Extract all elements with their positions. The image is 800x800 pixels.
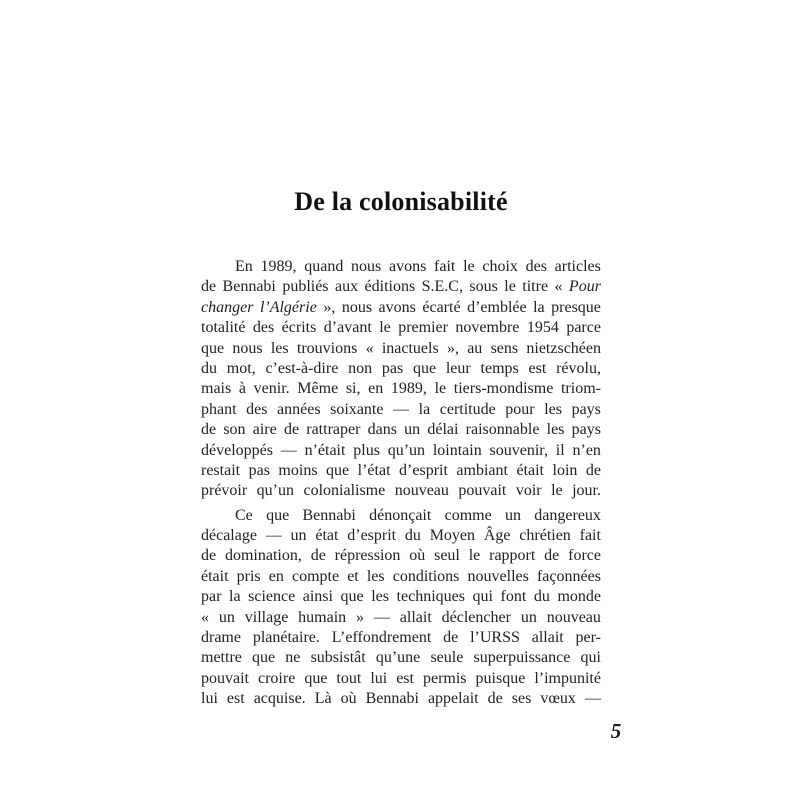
word: lui bbox=[370, 669, 388, 687]
word: que bbox=[201, 339, 225, 357]
text-line bbox=[201, 526, 601, 546]
word: ainsi bbox=[302, 588, 333, 606]
word: écrits bbox=[281, 319, 317, 337]
word: c’est-à-dire bbox=[265, 359, 339, 377]
word: nous bbox=[341, 298, 373, 316]
word: allait bbox=[399, 608, 432, 626]
word: temps bbox=[480, 359, 519, 377]
word: — bbox=[265, 527, 282, 545]
word: est bbox=[396, 669, 414, 687]
word: Bennabi bbox=[302, 506, 356, 524]
word: le bbox=[504, 278, 516, 296]
word: moins bbox=[278, 461, 318, 479]
word: totalité bbox=[201, 319, 246, 337]
word: — bbox=[280, 441, 297, 459]
word: de bbox=[443, 629, 459, 647]
word: n’en bbox=[572, 441, 601, 459]
word: rattraper bbox=[306, 421, 361, 439]
word: d’esprit bbox=[399, 461, 448, 479]
word: rapport bbox=[489, 547, 536, 565]
word: inactuels bbox=[381, 339, 439, 357]
text-line bbox=[201, 648, 601, 668]
word: allait bbox=[531, 629, 564, 647]
word: seule bbox=[430, 649, 464, 667]
word: tiers-mondisme bbox=[453, 380, 554, 398]
word: « bbox=[554, 278, 563, 296]
word: choix bbox=[482, 258, 518, 275]
word: superpuissance bbox=[473, 649, 571, 667]
word: tout bbox=[336, 669, 362, 687]
word: la bbox=[229, 588, 241, 606]
word: lointain bbox=[432, 441, 482, 459]
word: pour bbox=[505, 400, 535, 418]
word: « bbox=[365, 339, 374, 357]
word: », bbox=[323, 298, 336, 316]
word: pris bbox=[236, 567, 261, 585]
word: de bbox=[310, 547, 326, 565]
body-text bbox=[201, 257, 601, 710]
word: les bbox=[270, 339, 289, 357]
word: pouvait bbox=[458, 482, 507, 500]
word: à bbox=[238, 380, 246, 398]
word: S.E.C, bbox=[421, 278, 463, 296]
word: nietzschéen bbox=[526, 339, 601, 357]
text-line bbox=[201, 587, 601, 607]
word: chrétien bbox=[519, 527, 571, 545]
word: aux bbox=[334, 278, 359, 296]
word: que bbox=[304, 669, 328, 687]
page-number: 5 bbox=[610, 719, 622, 743]
word: ne bbox=[285, 649, 301, 667]
word: « bbox=[201, 608, 209, 626]
word: dans bbox=[367, 421, 397, 439]
text-line bbox=[201, 339, 601, 359]
word: ses bbox=[511, 690, 532, 708]
word: — bbox=[373, 608, 390, 626]
word: raisonnable bbox=[465, 421, 540, 439]
word: et bbox=[347, 567, 359, 585]
word: certitude bbox=[439, 400, 496, 418]
word: des bbox=[246, 400, 268, 418]
word: un bbox=[404, 421, 421, 439]
italic-word: l’Algérie bbox=[259, 298, 317, 316]
word: l’impunité bbox=[534, 669, 601, 687]
word: premier bbox=[398, 319, 448, 337]
word: pays bbox=[571, 400, 601, 418]
paragraph bbox=[201, 506, 601, 710]
word: mais bbox=[201, 380, 232, 398]
word: décalage bbox=[201, 527, 257, 545]
word: au bbox=[467, 339, 483, 357]
word: avons bbox=[389, 258, 427, 275]
word: planétaire. bbox=[252, 629, 320, 647]
word: de bbox=[201, 547, 217, 565]
word: révolu, bbox=[556, 359, 601, 377]
word: de bbox=[201, 421, 217, 439]
word: — bbox=[393, 400, 410, 418]
word: Ce bbox=[235, 506, 253, 524]
word: — bbox=[584, 690, 601, 708]
word: par bbox=[201, 588, 222, 606]
word: presque bbox=[551, 298, 601, 316]
word: était bbox=[516, 461, 544, 479]
word: novembre bbox=[455, 319, 520, 337]
word: l’état bbox=[357, 461, 391, 479]
italic-word: changer bbox=[201, 298, 254, 316]
word: d’avant bbox=[323, 319, 372, 337]
word: nous bbox=[351, 258, 382, 275]
word: que bbox=[326, 461, 350, 479]
word: façonnées bbox=[536, 567, 601, 585]
text-line bbox=[201, 506, 601, 526]
text-line bbox=[201, 420, 601, 440]
word: dénonçait bbox=[369, 506, 432, 524]
text-line bbox=[201, 359, 601, 379]
word: des bbox=[252, 319, 275, 337]
word: du bbox=[533, 588, 550, 606]
word: prévoir bbox=[201, 482, 248, 500]
word: pouvait bbox=[201, 669, 249, 687]
word: son bbox=[223, 421, 246, 439]
word: est bbox=[226, 690, 245, 708]
word: venir. bbox=[253, 380, 290, 398]
word: lui bbox=[201, 690, 218, 708]
chapter-title: De la colonisabilité bbox=[294, 187, 508, 216]
word: était bbox=[201, 567, 229, 585]
word: loin bbox=[552, 461, 578, 479]
text-line bbox=[201, 277, 601, 297]
word: que bbox=[266, 506, 290, 524]
word: triom- bbox=[560, 380, 601, 398]
word: mettre bbox=[201, 649, 242, 667]
word: seul bbox=[434, 547, 460, 565]
word: le bbox=[468, 547, 481, 565]
word: le bbox=[434, 380, 447, 398]
word: souvenir, bbox=[489, 441, 548, 459]
word: per- bbox=[575, 629, 601, 647]
word: état bbox=[315, 527, 339, 545]
word: monde bbox=[557, 588, 601, 606]
word: leur bbox=[445, 359, 471, 377]
text-line bbox=[201, 669, 601, 689]
word: font bbox=[500, 588, 527, 606]
word: en bbox=[368, 380, 384, 398]
word: un bbox=[520, 608, 537, 626]
word: nous bbox=[232, 339, 263, 357]
word: domination, bbox=[224, 547, 302, 565]
text-line bbox=[201, 318, 601, 338]
word: restait bbox=[201, 461, 241, 479]
word: de bbox=[283, 421, 300, 439]
word: publiés bbox=[282, 278, 329, 296]
word: force bbox=[568, 547, 601, 565]
word: fait bbox=[579, 527, 601, 545]
word: aire bbox=[252, 421, 277, 439]
word: vœux bbox=[540, 690, 576, 708]
text-line bbox=[201, 689, 601, 709]
word: qu’un bbox=[256, 482, 294, 500]
word: pays bbox=[571, 421, 601, 439]
word: sous bbox=[469, 278, 498, 296]
word: L’effondrement bbox=[331, 629, 432, 647]
word: mot, bbox=[226, 359, 256, 377]
word: que bbox=[412, 359, 437, 377]
word: ambiant bbox=[456, 461, 508, 479]
text-line bbox=[201, 546, 601, 566]
word: nouveau bbox=[546, 608, 601, 626]
word: 1954 bbox=[526, 319, 559, 337]
word: développés bbox=[201, 441, 273, 459]
word: compte bbox=[291, 567, 340, 585]
word: éditions bbox=[364, 278, 416, 296]
word: articles bbox=[554, 258, 601, 275]
word: est bbox=[528, 359, 547, 377]
text-line bbox=[201, 379, 601, 399]
word: croire bbox=[258, 669, 296, 687]
word: pas bbox=[248, 461, 270, 479]
italic-word: Pour bbox=[568, 278, 601, 296]
word: quand bbox=[304, 258, 344, 275]
word: d’esprit bbox=[347, 527, 397, 545]
word: le bbox=[463, 258, 475, 275]
word: qui bbox=[580, 649, 601, 667]
word: pas bbox=[381, 359, 404, 377]
word: de bbox=[201, 278, 217, 296]
word: délai bbox=[427, 421, 459, 439]
word: soixante bbox=[330, 400, 384, 418]
word: du bbox=[404, 527, 421, 545]
word: 1989, bbox=[260, 258, 297, 275]
word: un bbox=[505, 506, 521, 524]
word: si, bbox=[345, 380, 361, 398]
text-line bbox=[201, 608, 601, 628]
word: du bbox=[201, 359, 217, 377]
word: de bbox=[544, 547, 560, 565]
word: répression bbox=[334, 547, 401, 565]
word: appelait bbox=[427, 690, 479, 708]
word: le bbox=[379, 319, 391, 337]
word: » bbox=[356, 608, 365, 626]
word: Bennabi bbox=[365, 690, 419, 708]
word: non bbox=[348, 359, 373, 377]
word: déclencher bbox=[441, 608, 511, 626]
word: colonialisme bbox=[303, 482, 386, 500]
word: des bbox=[525, 258, 547, 275]
word: les bbox=[546, 421, 565, 439]
word: les bbox=[544, 400, 562, 418]
word: un bbox=[218, 608, 235, 626]
word: acquise. bbox=[253, 690, 306, 708]
word: avons bbox=[378, 298, 416, 316]
word: les bbox=[371, 588, 389, 606]
word: trouvions bbox=[296, 339, 358, 357]
paragraph bbox=[201, 257, 601, 502]
word: phant bbox=[201, 400, 237, 418]
word: la bbox=[418, 400, 431, 418]
text-line bbox=[201, 257, 601, 277]
word: voir bbox=[515, 482, 542, 500]
word: dangereux bbox=[534, 506, 601, 524]
word: village bbox=[244, 608, 289, 626]
word: de bbox=[487, 690, 503, 708]
word: titre bbox=[522, 278, 549, 296]
word: qu’un bbox=[387, 441, 426, 459]
word: puisque bbox=[475, 669, 526, 687]
word: en bbox=[268, 567, 284, 585]
word: de bbox=[585, 461, 601, 479]
word: la bbox=[533, 298, 545, 316]
word: science bbox=[248, 588, 296, 606]
word: les bbox=[366, 567, 385, 585]
word: permis bbox=[422, 669, 467, 687]
word: années bbox=[277, 400, 321, 418]
word: plus bbox=[353, 441, 380, 459]
word: comme bbox=[444, 506, 492, 524]
word: il bbox=[555, 441, 565, 459]
word: d’emblée bbox=[467, 298, 527, 316]
text-line bbox=[201, 461, 601, 481]
word: Là bbox=[314, 690, 332, 708]
word: un bbox=[290, 527, 307, 545]
word: En bbox=[235, 258, 253, 275]
word: qu’une bbox=[375, 649, 421, 667]
text-line bbox=[201, 441, 601, 461]
word: écarté bbox=[422, 298, 461, 316]
word: fait bbox=[434, 258, 456, 275]
word: drame bbox=[201, 629, 241, 647]
word: sens bbox=[490, 339, 519, 357]
word: que bbox=[340, 588, 364, 606]
word: 1989, bbox=[390, 380, 427, 398]
word: Âge bbox=[483, 527, 511, 545]
text-line bbox=[201, 567, 601, 587]
text-line bbox=[201, 481, 601, 501]
word: n’était bbox=[304, 441, 346, 459]
word: nouveau bbox=[394, 482, 449, 500]
word: subsistât bbox=[310, 649, 366, 667]
word: parce bbox=[566, 319, 601, 337]
word: où bbox=[340, 690, 357, 708]
word: Même bbox=[297, 380, 339, 398]
word: conditions bbox=[392, 567, 460, 585]
word: Bennabi bbox=[222, 278, 276, 296]
word: l’URSS bbox=[470, 629, 520, 647]
text-line bbox=[201, 298, 601, 318]
word: nouvelles bbox=[467, 567, 529, 585]
text-line bbox=[201, 628, 601, 648]
word: où bbox=[409, 547, 426, 565]
word: Moyen bbox=[429, 527, 476, 545]
text-line bbox=[201, 400, 601, 420]
word: le bbox=[551, 482, 563, 500]
word: techniques bbox=[396, 588, 465, 606]
word: », bbox=[446, 339, 459, 357]
word: jour. bbox=[572, 482, 601, 500]
word: qui bbox=[472, 588, 493, 606]
word: que bbox=[252, 649, 276, 667]
word: humain bbox=[298, 608, 347, 626]
